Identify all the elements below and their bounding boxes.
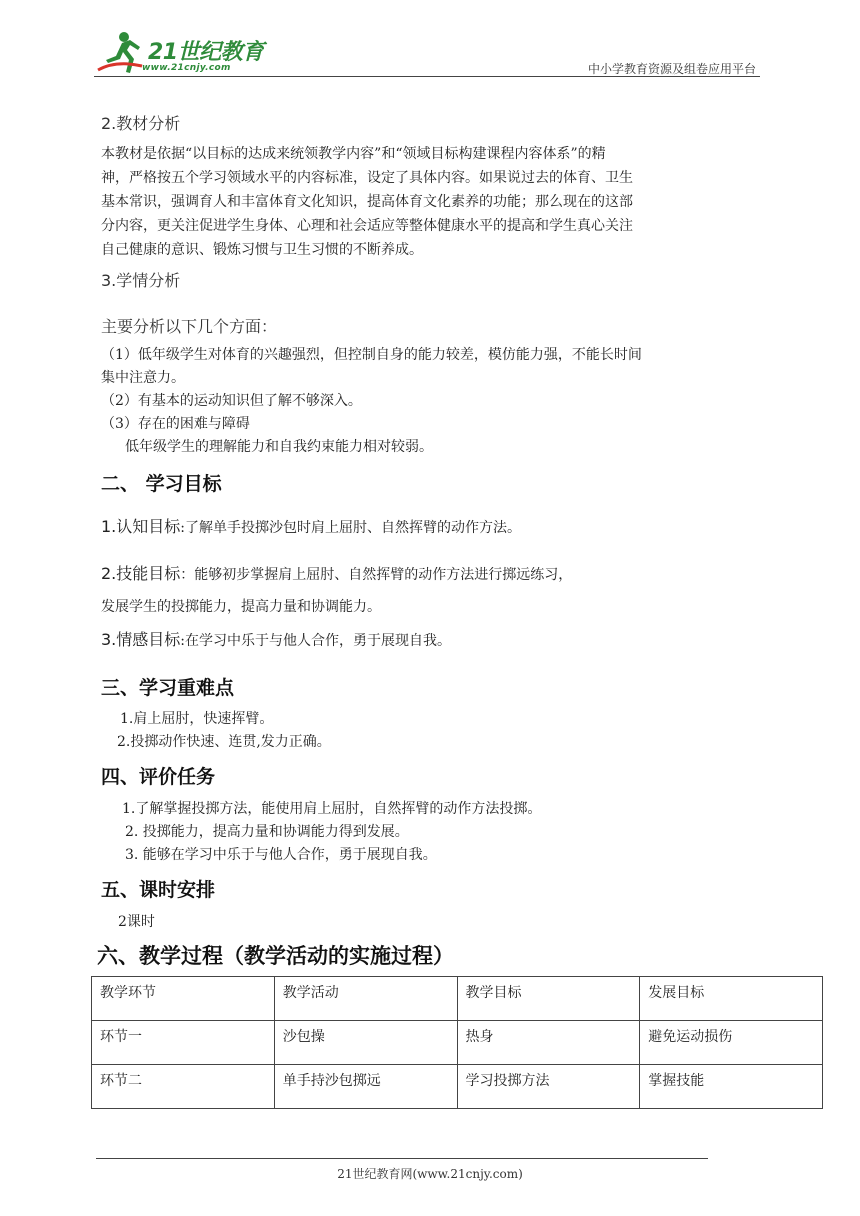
material-heading: 2.教材分析	[101, 114, 181, 133]
process-table	[91, 976, 823, 1109]
table-header-row	[92, 977, 823, 1021]
goal-skill-continued: 发展学生的投掷能力，提高力量和协调能力。	[101, 599, 381, 615]
students-line: （2）有基本的运动知识但了解不够深入。	[101, 393, 362, 409]
table-cell: 掌握技能	[640, 1065, 823, 1109]
footer-text: 21世纪教育网(www.21cnjy.com)	[337, 1167, 523, 1181]
goal-text: :在学习中乐于与他人合作，勇于展现自我。	[180, 633, 451, 649]
students-line: 低年级学生的理解能力和自我约束能力相对较弱。	[125, 439, 433, 455]
students-heading: 3.学情分析	[101, 271, 181, 290]
key-point-item: 2.投掷动作快速、连贯,发力正确。	[117, 734, 331, 750]
table-header-cell: 发展目标	[640, 977, 823, 1021]
goal-label: 3.情感目标	[101, 630, 181, 649]
goal-affective	[101, 627, 451, 650]
goal-text: ：能够初步掌握肩上屈肘、自然挥臂的动作方法进行掷远练习，	[180, 567, 573, 583]
logo-url: www.21cnjy.com	[142, 63, 231, 73]
table-cell: 避免运动损伤	[640, 1021, 823, 1065]
goal-label: 1.认知目标	[101, 517, 181, 536]
table-header-cell: 教学目标	[457, 977, 640, 1021]
evaluation-item: 2. 投掷能力，提高力量和协调能力得到发展。	[125, 824, 409, 840]
table-cell: 热身	[457, 1021, 640, 1065]
goal-skill	[101, 561, 572, 584]
table-row	[92, 1065, 823, 1109]
table-cell: 学习投掷方法	[457, 1065, 640, 1109]
students-line: 集中注意力。	[101, 370, 185, 386]
material-line: 自己健康的意识、锻炼习惯与卫生习惯的不断养成。	[101, 242, 423, 258]
schedule-value: 2课时	[118, 914, 155, 930]
table-cell: 单手持沙包掷远	[274, 1065, 457, 1109]
site-logo	[96, 30, 266, 80]
logo-text: 21世纪教育	[148, 40, 264, 65]
evaluation-heading: 四、评价任务	[101, 766, 216, 788]
goal-cognitive	[101, 514, 521, 537]
evaluation-item: 3. 能够在学习中乐于与他人合作，勇于展现自我。	[125, 847, 437, 863]
table-header-cell: 教学环节	[92, 977, 275, 1021]
footer-divider	[96, 1158, 708, 1159]
process-heading: 六、教学过程（教学活动的实施过程）	[97, 944, 454, 968]
material-paragraph	[101, 142, 633, 262]
key-points-heading: 三、学习重难点	[101, 677, 235, 699]
material-line: 本教材是依据“以目标的达成来统领教学内容”和“领域目标构建课程内容体系”的精	[101, 146, 606, 162]
table-cell: 环节一	[92, 1021, 275, 1065]
students-intro: 主要分析以下几个方面：	[101, 317, 278, 336]
header-divider	[94, 76, 760, 77]
table-cell: 沙包操	[274, 1021, 457, 1065]
material-line: 分内容，更关注促进学生身体、心理和社会适应等整体健康水平的提高和学生真心关注	[101, 218, 633, 234]
platform-name: 中小学教育资源及组卷应用平台	[587, 62, 756, 76]
students-list	[101, 344, 642, 459]
evaluation-item: 1.了解掌握投掷方法，能使用肩上屈肘，自然挥臂的动作方法投掷。	[122, 801, 542, 817]
goal-text: :了解单手投掷沙包时肩上屈肘、自然挥臂的动作方法。	[180, 520, 521, 536]
students-line: （1）低年级学生对体育的兴趣强烈，但控制自身的能力较差，模仿能力强，不能长时间	[101, 347, 642, 363]
students-line: （3）存在的困难与障碍	[101, 416, 250, 432]
table-row	[92, 1021, 823, 1065]
runner-logo-icon	[96, 30, 144, 76]
schedule-heading: 五、课时安排	[101, 879, 216, 901]
key-point-item: 1.肩上屈肘，快速挥臂。	[120, 711, 274, 727]
goals-heading: 二、 学习目标	[101, 473, 222, 495]
material-line: 神，严格按五个学习领域水平的内容标准，设定了具体内容。如果说过去的体育、卫生	[101, 170, 633, 186]
table-cell: 环节二	[92, 1065, 275, 1109]
goal-label: 2.技能目标	[101, 564, 181, 583]
table-header-cell: 教学活动	[274, 977, 457, 1021]
material-line: 基本常识，强调育人和丰富体育文化知识，提高体育文化素养的功能；那么现在的这部	[101, 194, 633, 210]
